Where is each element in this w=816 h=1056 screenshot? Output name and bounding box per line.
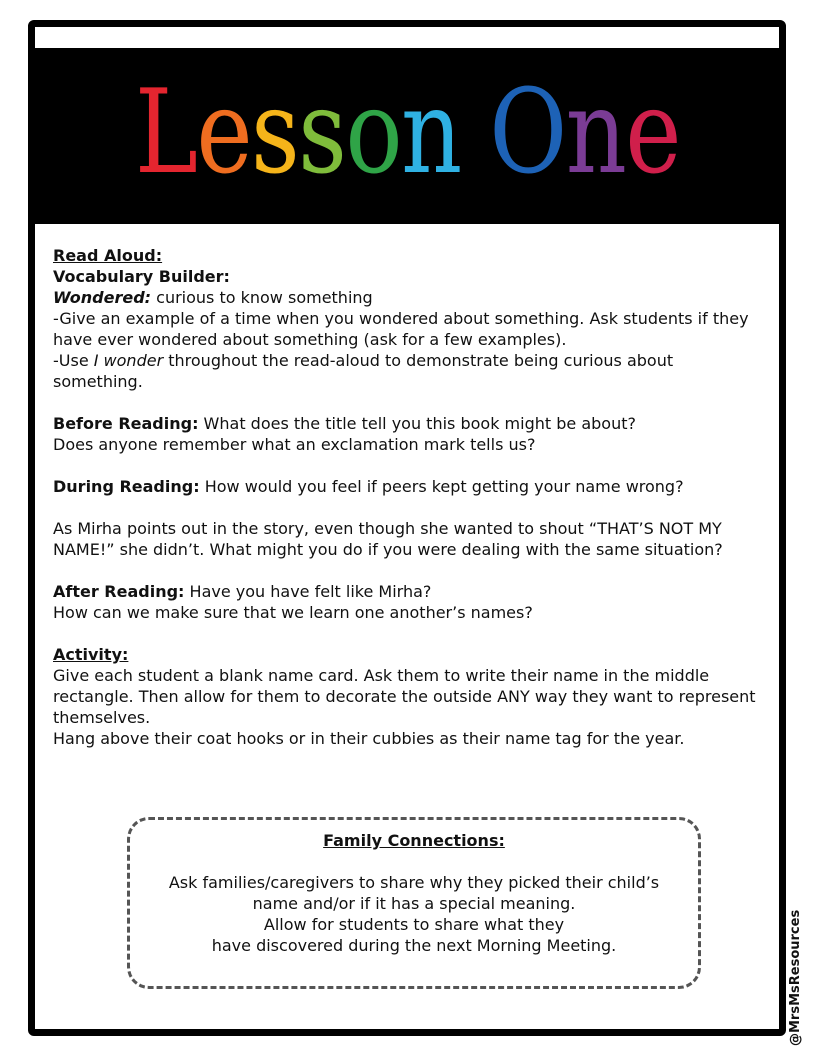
family-line: name and/or if it has a special meaning. [252,894,576,913]
title-letter: e [624,65,680,200]
during-reading: During Reading: How would you feel if peers kept getting your name wrong? [53,477,684,496]
family-heading: Family Connections: [323,831,505,850]
vocab-line-2: -Use I wonder throughout the read-aloud to demonstrate being curious about something. [53,351,674,391]
title-letter: O [488,65,566,200]
read-aloud-heading: Read Aloud: [53,246,163,265]
activity-text-2: Hang above their coat hooks or in their cubbies as their name tag for the year. [53,729,685,748]
vocab-heading: Vocabulary Builder: [53,267,230,286]
activity-heading: Activity: [53,645,129,664]
title-letter: o [345,65,401,200]
before-reading-2: Does anyone remember what an exclamation mark tells us? [53,435,536,454]
title-letter: n [400,65,461,200]
during-reading-2: As Mirha points out in the story, even though she wanted to shout “THAT’S NOT MY NAME!” she didn’t. What might you do if you were dealing with the same situation? [53,519,723,559]
family-connections-box [127,817,701,989]
activity-text-1: Give each student a blank name card. Ask them to write their name in the middle rectangle. Then allow for them to decorate the outside ANY way they want to represent themselves. [53,666,756,727]
title-letter: s [250,65,298,200]
title-banner [35,48,779,224]
page-frame [28,20,786,1036]
title-letter: L [134,65,197,200]
title-letter: e [196,65,251,200]
family-line: Ask families/caregivers to share why they picked their child’s [168,873,660,892]
family-line: Allow for students to share what they [263,915,565,934]
watermark: @MrsMsResources [788,909,803,1046]
vocab-line-1: -Give an example of a time when you wondered about something. Ask students if they have ever wondered about something (ask for a few examples). [53,309,749,349]
before-reading: Before Reading: What does the title tell you this book might be about? [53,414,636,433]
vocab-word: Wondered: [53,288,152,307]
after-reading-2: How can we make sure that we learn one another’s names? [53,603,533,622]
title-letter: n [565,65,625,200]
lesson-content [53,245,763,749]
lesson-title [134,58,679,208]
after-reading: After Reading: Have you have felt like Mirha? [53,582,432,601]
title-letter [460,58,489,208]
vocab-definition: Wondered: curious to know something [53,288,373,307]
title-letter: s [297,65,346,200]
family-line: have discovered during the next Morning Meeting. [211,936,617,955]
